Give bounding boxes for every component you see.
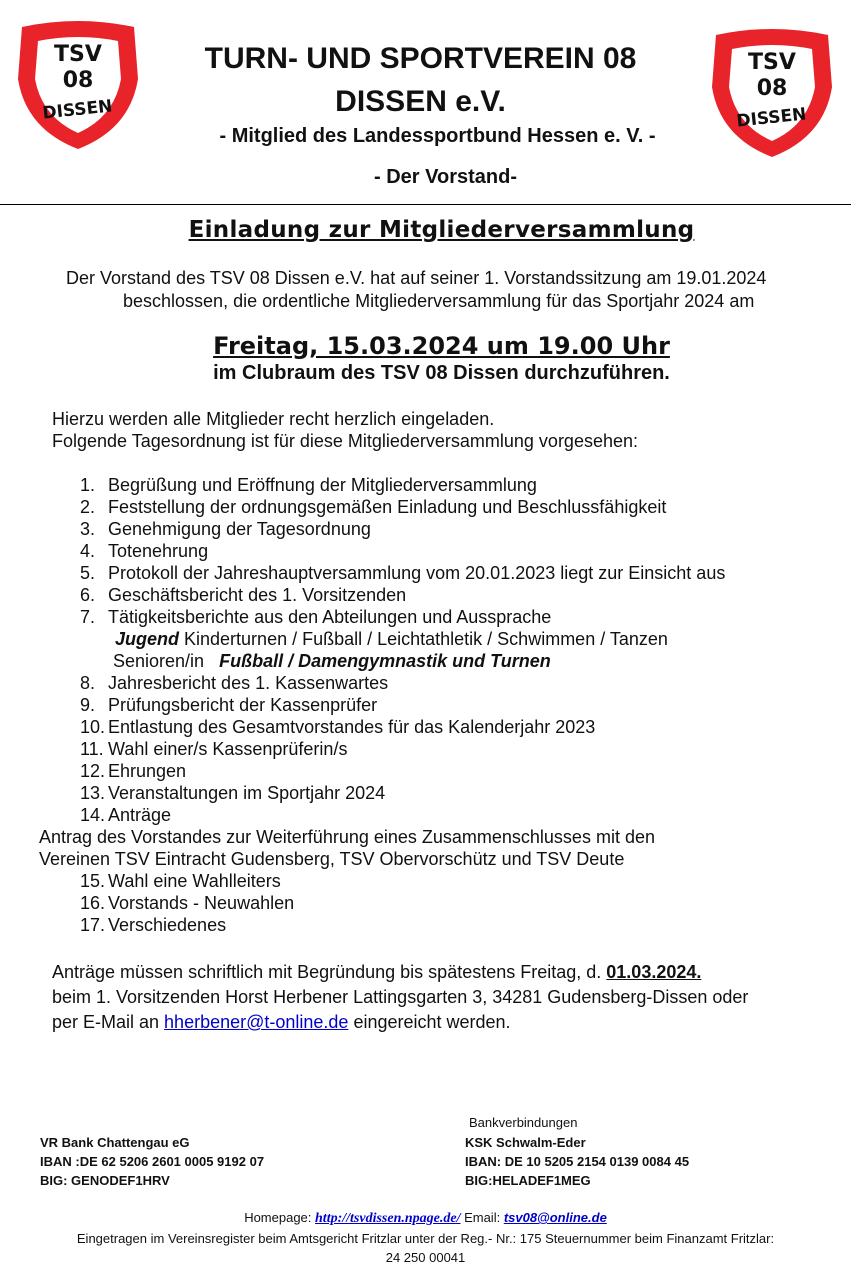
agenda-list xyxy=(39,474,726,936)
bank-left xyxy=(40,1133,264,1190)
agenda-item xyxy=(80,672,725,694)
agenda-item-text: Totenehrung xyxy=(108,541,209,561)
agenda-item xyxy=(80,892,725,914)
agenda-item-text: Wahl einer/s Kassenprüferin/s xyxy=(108,739,348,759)
meeting-venue: im Clubraum des TSV 08 Dissen durchzuführen. xyxy=(213,362,670,384)
club-title-line2: DISSEN e.V. xyxy=(335,85,506,118)
register-line-1: Eingetragen im Vereinsregister beim Amtsgericht Fritzlar unter der Reg.- Nr.: 175 Steuernummer beim Finanzamt Fritzlar: xyxy=(76,1231,775,1246)
motion-line-2: Vereinen TSV Eintracht Gudensberg, TSV Obervorschütz und TSV Deute xyxy=(39,849,625,869)
homepage-label: Homepage: xyxy=(244,1210,316,1225)
welcome-text: Hierzu werden alle Mitglieder recht herzlich eingeladen. xyxy=(52,409,495,429)
logo-text-tsv: TSV xyxy=(748,50,796,75)
agenda-subline-youth xyxy=(80,628,725,650)
agenda-item-number: 7. xyxy=(80,607,96,627)
agenda-item-number: 8. xyxy=(80,673,96,693)
homepage-link[interactable]: http://tsvdissen.npage.de/ xyxy=(315,1211,461,1226)
bank-left-iban: IBAN :DE 62 5206 2601 0005 9192 07 xyxy=(40,1154,265,1169)
logo-text-dissen: DISSEN xyxy=(735,104,808,132)
agenda-item xyxy=(80,760,725,782)
closing-line-1 xyxy=(52,960,748,985)
agenda-intro: Folgende Tagesordnung ist für diese Mitgliederversammlung vorgesehen: xyxy=(52,431,639,451)
agenda-item xyxy=(80,738,725,760)
agenda-item-number: 16. xyxy=(80,893,106,913)
bank-left-name: VR Bank Chattengau eG xyxy=(40,1135,190,1150)
closing-line-3-pre: per E-Mail an xyxy=(52,1012,165,1032)
agenda-item-text: Vorstands - Neuwahlen xyxy=(108,893,295,913)
closing-line-2: beim 1. Vorsitzenden Horst Herbener Lattingsgarten 3, 34281 Gudensberg-Dissen oder xyxy=(52,987,749,1007)
agenda-item xyxy=(80,496,725,518)
agenda-item-text: Genehmigung der Tagesordnung xyxy=(108,519,371,539)
agenda-item-number: 1. xyxy=(80,475,96,495)
senior-text: Fußball / Damengymnastik und Turnen xyxy=(219,651,551,671)
agenda-item xyxy=(80,518,725,540)
agenda-item-text: Tätigkeitsberichte aus den Abteilungen und Aussprache xyxy=(108,607,552,627)
bank-right-name: KSK Schwalm-Eder xyxy=(465,1135,586,1150)
agenda-item xyxy=(80,914,725,936)
logo-text-tsv: TSV xyxy=(54,42,102,67)
agenda-item xyxy=(80,694,725,716)
deadline-date: 01.03.2024. xyxy=(606,962,702,982)
bank-right xyxy=(465,1133,689,1190)
bank-left-bic: BIG: GENODEF1HRV xyxy=(40,1173,170,1188)
agenda-item xyxy=(80,562,725,584)
club-title-line1: TURN- UND SPORTVEREIN 08 xyxy=(204,42,637,75)
invitation-heading: Einladung zur Mitgliederversammlung xyxy=(188,217,695,243)
agenda-item-text: Anträge xyxy=(108,805,172,825)
agenda-item xyxy=(80,584,725,606)
agenda-item-text: Wahl eine Wahlleiters xyxy=(108,871,281,891)
register-info xyxy=(0,1229,851,1267)
youth-text: Kinderturnen / Fußball / Leichtathletik / Schwimmen / Tanzen xyxy=(179,629,668,649)
bank-right-iban: IBAN: DE 10 5205 2154 0139 0084 45 xyxy=(465,1154,690,1169)
closing-line-3 xyxy=(52,1010,748,1035)
agenda-item-number: 10. xyxy=(80,717,106,737)
agenda-item xyxy=(80,474,725,496)
agenda-item-number: 14. xyxy=(80,805,106,825)
agenda-item-text: Verschiedenes xyxy=(108,915,227,935)
agenda-item-number: 13. xyxy=(80,783,106,803)
closing-line-3-post: eingereicht werden. xyxy=(348,1012,511,1032)
club-membership: - Mitglied des Landessportbund Hessen e. V. - xyxy=(219,125,656,147)
chairman-email-link[interactable]: hherbener@t-online.de xyxy=(164,1012,349,1032)
agenda-item-number: 4. xyxy=(80,541,96,561)
agenda-item-number: 12. xyxy=(80,761,106,781)
agenda-item xyxy=(80,870,725,892)
agenda-item-number: 17. xyxy=(80,915,106,935)
agenda-item-text: Entlastung des Gesamtvorstandes für das Kalenderjahr 2023 xyxy=(108,717,596,737)
agenda-item-number: 9. xyxy=(80,695,96,715)
agenda-item-text: Veranstaltungen im Sportjahr 2024 xyxy=(108,783,386,803)
agenda-item-text: Prüfungsbericht der Kassenprüfer xyxy=(108,695,378,715)
agenda-item-number: 6. xyxy=(80,585,96,605)
youth-label: Jugend xyxy=(115,629,180,649)
motion-line-1: Antrag des Vorstandes zur Weiterführung eines Zusammenschlusses mit den xyxy=(39,827,655,847)
logo-text-08: 08 xyxy=(62,68,94,93)
closing-paragraph xyxy=(52,960,748,1035)
agenda-item xyxy=(80,804,725,826)
agenda-item-number: 11. xyxy=(80,739,104,759)
agenda-item xyxy=(80,540,725,562)
logo-text-dissen: DISSEN xyxy=(41,96,114,124)
agenda-item-number: 3. xyxy=(80,519,96,539)
agenda-item-text: Begrüßung und Eröffnung der Mitgliederversammlung xyxy=(108,475,537,495)
header-divider xyxy=(0,204,851,205)
agenda-item-text: Feststellung der ordnungsgemäßen Einladung und Beschlussfähigkeit xyxy=(108,497,667,517)
agenda-item-text: Jahresbericht des 1. Kassenwartes xyxy=(108,673,389,693)
agenda-item-text: Ehrungen xyxy=(108,761,187,781)
closing-line-1-text: Anträge müssen schriftlich mit Begründung bis spätestens Freitag, d. xyxy=(52,962,607,982)
agenda-item xyxy=(80,782,725,804)
agenda-item xyxy=(80,606,725,628)
contact-line xyxy=(0,1210,851,1227)
intro-line-1: Der Vorstand des TSV 08 Dissen e.V. hat auf seiner 1. Vorstandssitzung am 19.01.2024 xyxy=(66,268,767,288)
agenda-item-text: Geschäftsbericht des 1. Vorsitzenden xyxy=(108,585,407,605)
bank-right-bic: BIG:HELADEF1MEG xyxy=(465,1173,591,1188)
agenda-subline-senior xyxy=(80,650,725,672)
agenda-item-number: 15. xyxy=(80,871,106,891)
logo-text-08: 08 xyxy=(756,76,788,101)
intro-line-2: beschlossen, die ordentliche Mitgliederversammlung für das Sportjahr 2024 am xyxy=(123,291,755,311)
club-email-link[interactable]: tsv08@online.de xyxy=(503,1210,607,1225)
meeting-date: Freitag, 15.03.2024 um 19.00 Uhr xyxy=(213,332,670,360)
senior-label: Senioren/in xyxy=(113,651,205,671)
board-label: - Der Vorstand- xyxy=(374,166,517,188)
email-label: Email: xyxy=(460,1210,504,1225)
agenda-item-text: Protokoll der Jahreshauptversammlung vom 20.01.2023 liegt zur Einsicht aus xyxy=(108,563,726,583)
register-line-2: 24 250 00041 xyxy=(385,1250,466,1265)
agenda-item-number: 5. xyxy=(80,563,96,583)
bank-heading: Bankverbindungen xyxy=(469,1115,578,1130)
agenda-item xyxy=(80,716,725,738)
agenda-item-number: 2. xyxy=(80,497,96,517)
